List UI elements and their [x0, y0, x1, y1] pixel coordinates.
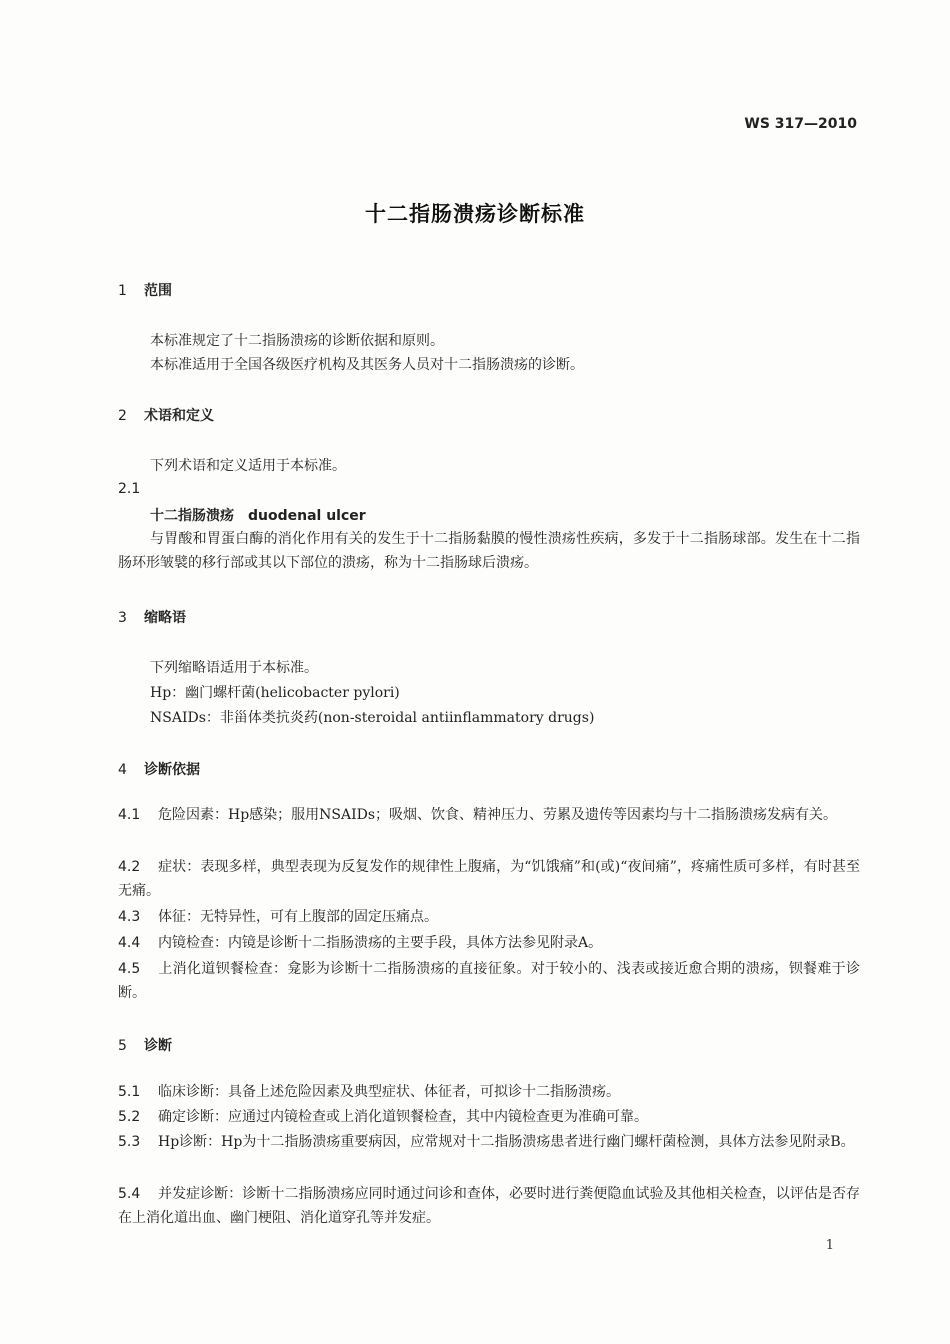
clause-number: 5.1	[118, 1084, 141, 1100]
clause-number: 4.2	[118, 859, 141, 875]
abbreviation-nsaids: NSAIDs：非甾体类抗炎药(non-steroidal antiinflammatory drugs)	[150, 710, 595, 726]
clause-text: 危险因素：Hp感染；服用NSAIDs；吸烟、饮食、精神压力、劳累及遗传等因素均与十二指肠溃疡发病有关。	[158, 807, 838, 823]
clause-number: 4.5	[118, 961, 141, 977]
clause-4-2	[118, 855, 860, 903]
page-number: 1	[825, 1238, 834, 1253]
clause-5-3	[118, 1130, 860, 1154]
clause-number: 4.3	[118, 909, 141, 925]
term-entry	[150, 505, 366, 525]
section-4-heading	[118, 759, 200, 779]
clause-number: 5.4	[118, 1186, 141, 1202]
clause-text: Hp诊断：Hp为十二指肠溃疡重要病因，应常规对十二指肠溃疡患者进行幽门螺杆菌检测，具体方法参见附录B。	[158, 1134, 855, 1150]
clause-4-4	[118, 931, 860, 955]
clause-4-5	[118, 957, 860, 1005]
clause-number: 5.3	[118, 1134, 141, 1150]
standard-number: WS 317—2010	[744, 116, 857, 132]
clause-text: 体征：无特异性，可有上腹部的固定压痛点。	[158, 909, 438, 925]
term-english: duodenal ulcer	[248, 508, 366, 524]
term-definition: 与胃酸和胃蛋白酶的消化作用有关的发生于十二指肠黏膜的慢性溃疡性疾病，多发于十二指肠球部。发生在十二指肠环形皱襞的移行部或其以下部位的溃疡，称为十二指肠球后溃疡。	[118, 531, 860, 571]
section-3-heading	[118, 607, 186, 627]
paragraph: 下列缩略语适用于本标准。	[150, 660, 318, 676]
section-title: 诊断依据	[144, 762, 200, 778]
clause-text: 症状：表现多样，典型表现为反复发作的规律性上腹痛，为“饥饿痛”和(或)“夜间痛”，疼痛性质可多样，有时甚至无痛。	[118, 859, 860, 899]
section-title: 术语和定义	[144, 408, 214, 424]
clause-text: 上消化道钡餐检查：龛影为诊断十二指肠溃疡的直接征象。对于较小的、浅表或接近愈合期的溃疡，钡餐难于诊断。	[118, 961, 860, 1001]
clause-5-2	[118, 1105, 860, 1129]
abbreviation-hp: Hp：幽门螺杆菌(helicobacter pylori)	[150, 685, 400, 701]
clause-number: 2.1	[118, 481, 141, 497]
clause-5-1	[118, 1080, 860, 1104]
section-number: 2	[118, 408, 127, 424]
paragraph: 本标准适用于全国各级医疗机构及其医务人员对十二指肠溃疡的诊断。	[150, 357, 584, 373]
clause-number: 4.1	[118, 807, 141, 823]
section-number: 5	[118, 1038, 127, 1054]
section-title: 缩略语	[144, 610, 186, 626]
section-title: 范围	[144, 283, 172, 299]
section-number: 1	[118, 283, 127, 299]
clause-number: 5.2	[118, 1109, 141, 1125]
document-title: 十二指肠溃疡诊断标准	[365, 202, 585, 226]
clause-text: 临床诊断：具备上述危险因素及典型症状、体征者，可拟诊十二指肠溃疡。	[158, 1084, 620, 1100]
clause-4-3	[118, 905, 860, 929]
section-2-heading	[118, 405, 214, 425]
section-number: 3	[118, 610, 127, 626]
clause-4-1	[118, 803, 860, 827]
section-title: 诊断	[144, 1038, 172, 1054]
clause-5-4	[118, 1182, 860, 1230]
clause-number: 4.4	[118, 935, 141, 951]
term-chinese: 十二指肠溃疡	[150, 508, 234, 524]
section-5-heading	[118, 1035, 172, 1055]
clause-text: 并发症诊断：诊断十二指肠溃疡应同时通过问诊和查体，必要时进行粪便隐血试验及其他相关检查，以评估是否存在上消化道出血、幽门梗阻、消化道穿孔等并发症。	[118, 1186, 860, 1226]
section-number: 4	[118, 762, 127, 778]
clause-text: 内镜检查：内镜是诊断十二指肠溃疡的主要手段，具体方法参见附录A。	[158, 935, 603, 951]
clause-text: 确定诊断：应通过内镜检查或上消化道钡餐检查，其中内镜检查更为准确可靠。	[158, 1109, 648, 1125]
paragraph: 本标准规定了十二指肠溃疡的诊断依据和原则。	[150, 333, 444, 349]
section-1-heading	[118, 280, 172, 300]
paragraph: 下列术语和定义适用于本标准。	[150, 458, 346, 474]
